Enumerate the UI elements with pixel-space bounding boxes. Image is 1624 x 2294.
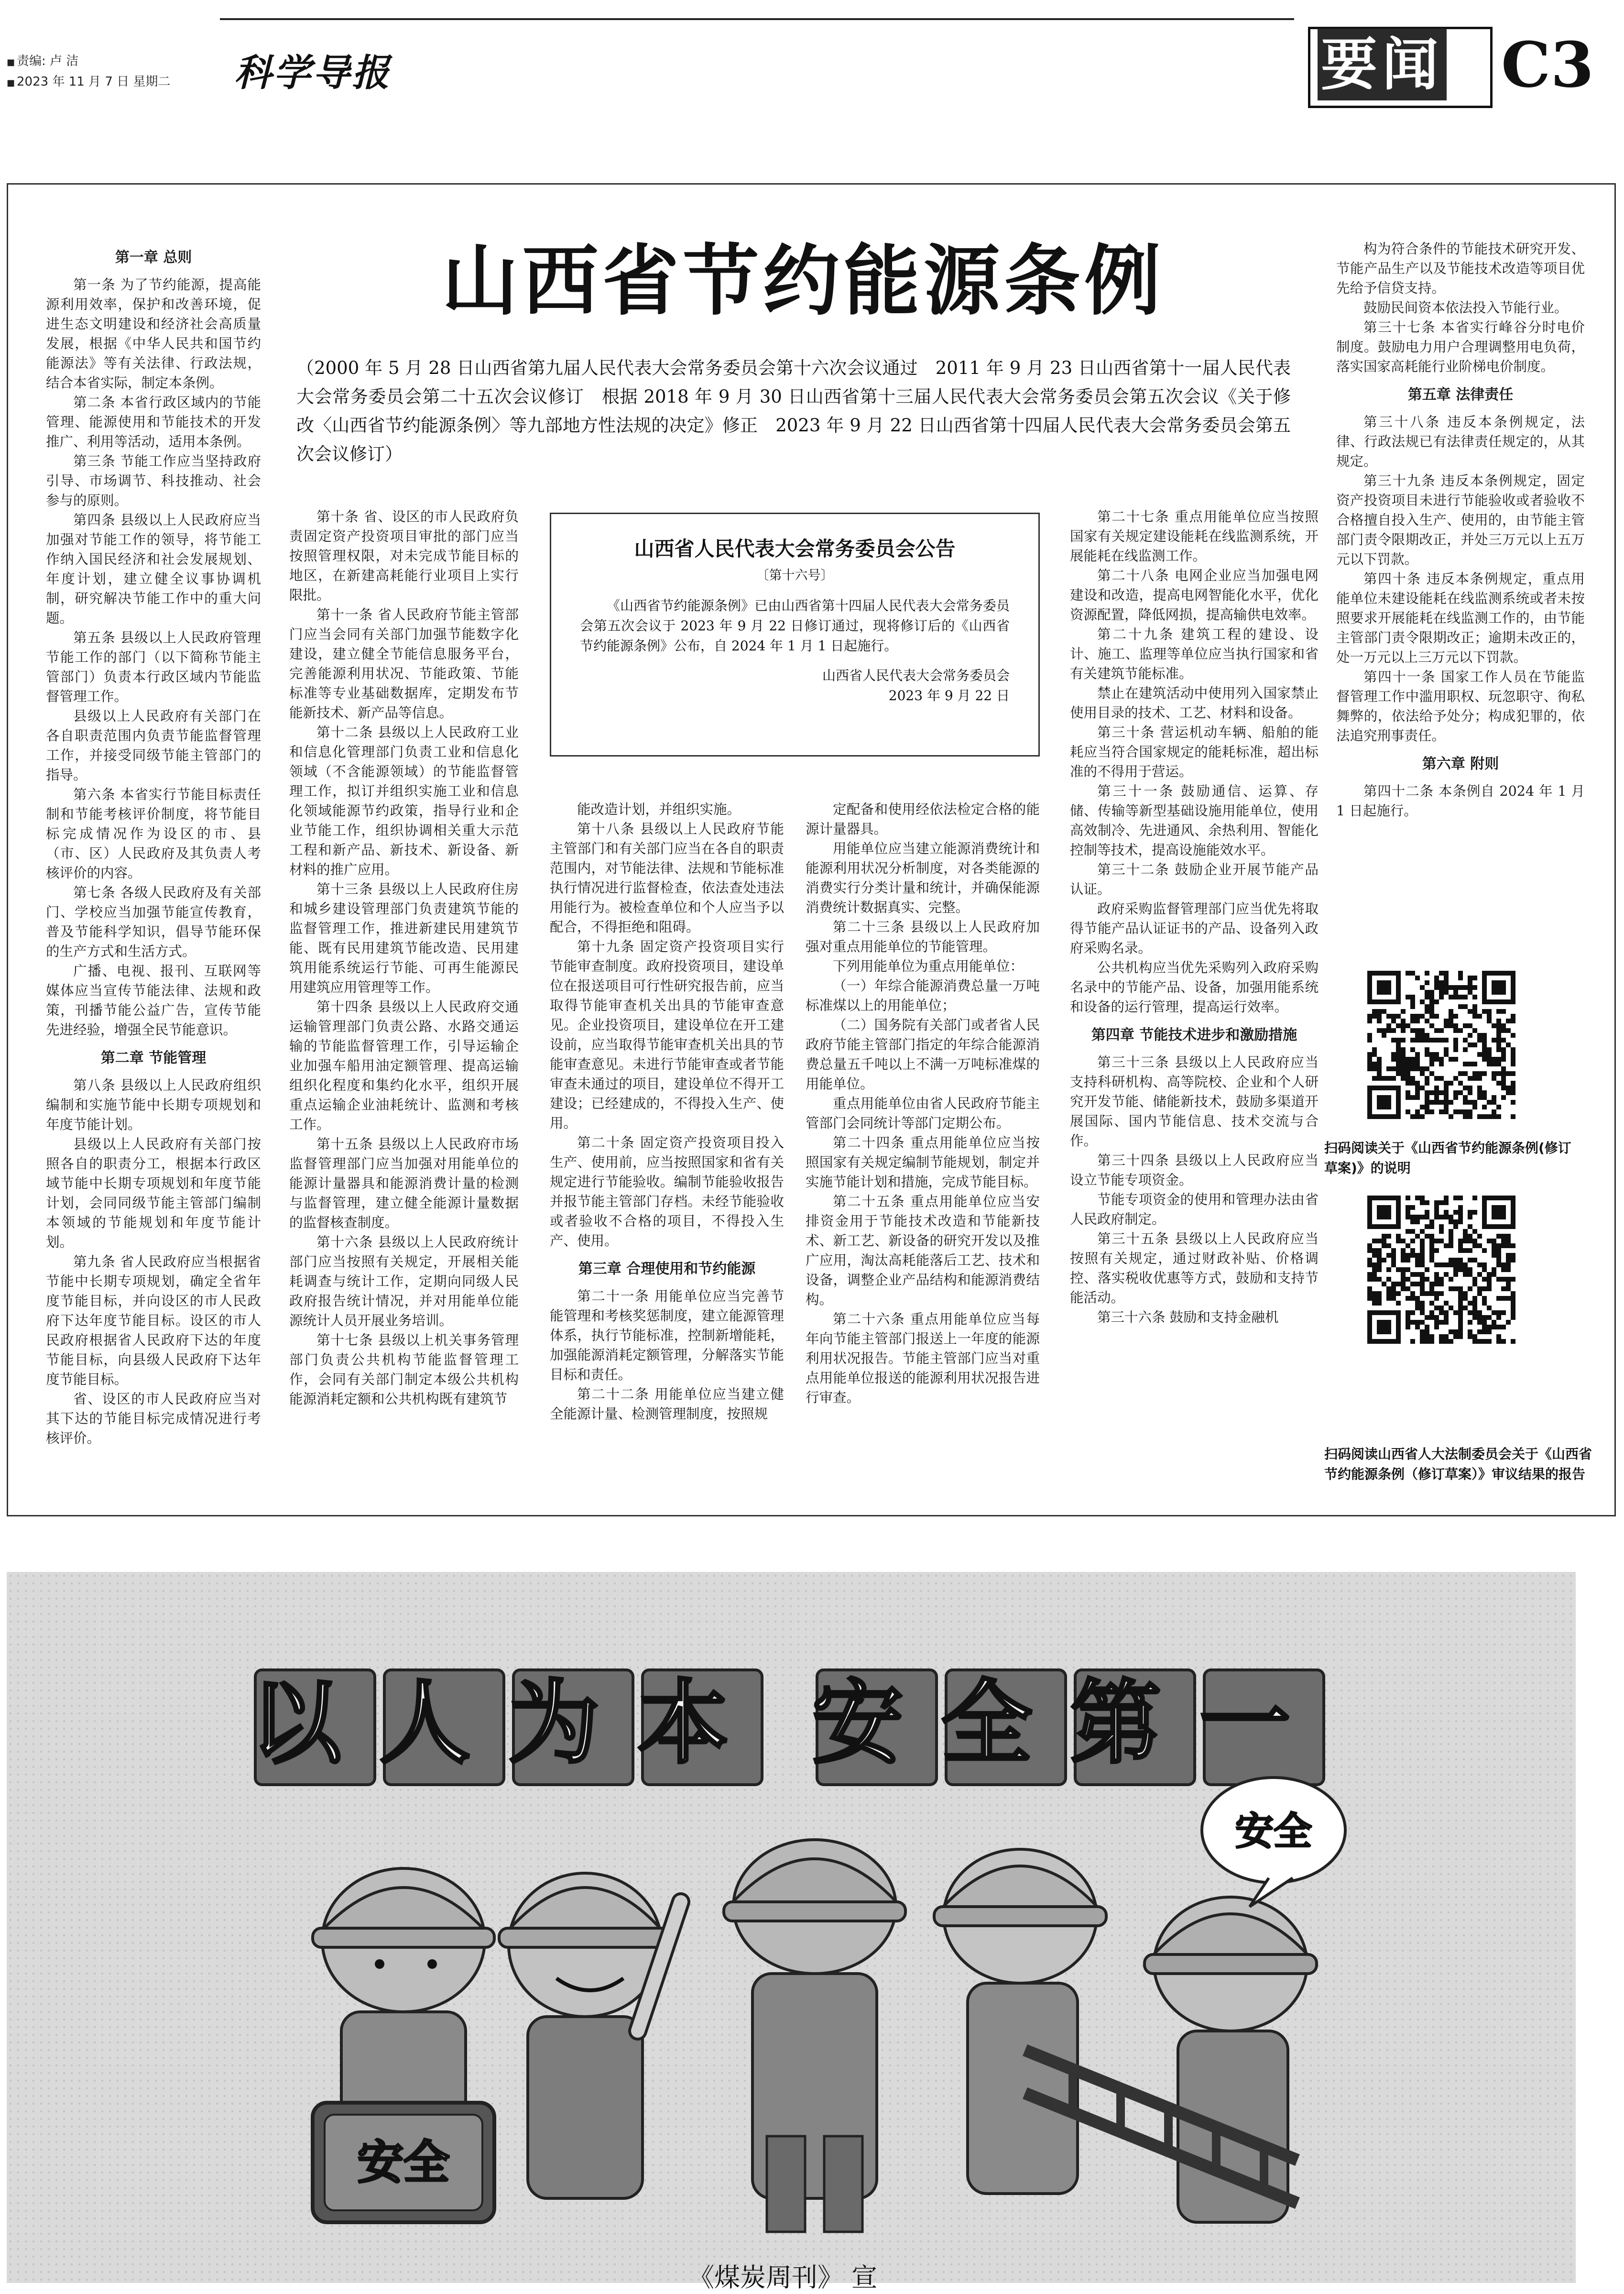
- article-paragraph: 第二十四条 重点用能单位应当按照国家有关规定编制节能规划，制定并实施节能计划和措施，完成节能目标。: [806, 1135, 1040, 1190]
- text-column-2: [289, 507, 519, 1409]
- article-title: 山西省节约能源条例: [441, 236, 1165, 326]
- chapter-heading: 第二章 节能管理: [100, 1050, 207, 1066]
- article-paragraph: 用能单位应当建立能源消费统计和能源利用状况分析制度，对各类能源的消费实行分类计量和统计，并确保能源消费统计数据真实、完整。: [806, 841, 1040, 915]
- text-column-6: [1336, 239, 1585, 821]
- article-paragraph: 第十五条 县级以上人民政府市场监督管理部门应当加强对用能单位的能源计量器具和能源消费计量的检测与监督管理，建立健全能源计量数据的监督核查制度。: [289, 1136, 519, 1230]
- article-paragraph: 第六条 本省实行节能目标责任制和节能考核评价制度，将节能目标完成情况作为设区的市、县（市、区）人民政府及其负责人考核评价的内容。: [46, 787, 261, 881]
- poster-credit: 《煤炭周刊》 宣: [688, 2262, 878, 2293]
- article-paragraph: 第三条 节能工作应当坚持政府引导、市场调节、科技推动、社会参与的原则。: [46, 453, 261, 508]
- editor-line: ■ 责编: 卢 洁: [7, 52, 170, 72]
- qr-caption-review-report: 扫码阅读山西省人大法制委员会关于《山西省节约能源条例（修订草案）》审议结果的报告: [1324, 1446, 1592, 1482]
- article-paragraph: 公共机构应当优先采购列入政府采购名录中的节能产品、设备，加强用能系统和设备的运行管理，提高运行效率。: [1070, 960, 1319, 1015]
- article-paragraph: （二）国务院有关部门或者省人民政府节能主管部门指定的年综合能源消费总量五千吨以上不满一万吨标准煤的用能单位。: [806, 1017, 1040, 1092]
- article-paragraph: 政府采购监督管理部门应当优先将取得节能产品认证证书的产品、设备列入政府采购名录。: [1070, 901, 1319, 956]
- article-paragraph: 第二十五条 重点用能单位应当安排资金用于节能技术改造和节能新技术、新工艺、新设备的研究开发以及推广应用，淘汰高耗能落后工艺、技术和设备，调整企业产品结构和能源消费结构。: [806, 1194, 1040, 1307]
- article-subtitle: （2000 年 5 月 28 日山西省第九届人民代表大会常务委员会第十六次会议通过 2011 年 9 月 23 日山西省第十一届人民代表大会常务委员会第二十五次会议修订 根据 2018 年 9 月 30 日山西省第十三届人民代表大会常务委员会第五次会议《关于修改〈山西省节约能源条例〉等九部地方性法规的决定》修正 2023 年 9 月 22 日山西省第十四届人民代表大会常务委员会第五次会议修订）: [296, 358, 1291, 464]
- text-column-4: [806, 800, 1040, 1407]
- article-paragraph: 第二十二条 用能单位应当建立健全能源计量、检测管理制度，按照规: [550, 1386, 784, 1422]
- page-number: C3: [1501, 28, 1594, 101]
- article-paragraph: 第五条 县级以上人民政府管理节能工作的部门（以下简称节能主管部门）负责本行政区域内节能监督管理工作。: [46, 630, 261, 704]
- qr-code-review-report[interactable]: [1367, 1196, 1515, 1344]
- article-paragraph: 第三十七条 本省实行峰谷分时电价制度。鼓励电力用户合理调整用电负荷，落实国家高耗能行业阶梯电价制度。: [1336, 319, 1585, 374]
- article-paragraph: 第九条 省人民政府应当根据省节能中长期专项规划，确定全省年度节能目标，并向设区的市人民政府下达年度节能目标。设区的市人民政府根据省人民政府下达的年度节能目标，向县级人民政府下达年度节能目标。: [46, 1254, 261, 1387]
- announcement-number: 〔第十六号〕: [756, 568, 834, 583]
- article-paragraph: 县级以上人民政府有关部门在各自职责范围内负责节能监督管理工作，并接受同级节能主管部门的指导。: [46, 708, 261, 783]
- header-meta: [7, 52, 170, 93]
- worker-3: [724, 1840, 905, 2232]
- article-paragraph: 第十七条 县级以上机关事务管理部门负责公共机构节能监督管理工作，会同有关部门制定本级公共机构能源消耗定额和公共机构既有建筑节: [289, 1332, 519, 1407]
- announcement-signer: 山西省人民代表大会常务委员会: [822, 668, 1010, 683]
- article-paragraph: 第三十一条 鼓励通信、运算、存储、传输等新型基础设施用能单位，使用高效制冷、先进通风、余热利用、智能化控制等技术，提高设施能效水平。: [1070, 783, 1319, 858]
- article-paragraph: 第一条 为了节约能源，提高能源利用效率，保护和改善环境，促进生态文明建设和经济社会高质量发展，根据《中华人民共和国节约能源法》等有关法律、行政法规，结合本省实际，制定本条例。: [46, 277, 261, 391]
- article-paragraph: 第十九条 固定资产投资项目实行节能审查制度。政府投资项目，建设单位在报送项目可行性研究报告前，应当取得节能审查机关出具的节能审查意见。企业投资项目，建设单位在开工建设前，应当取得节能审查机关出具的节能审查意见。未进行节能审查或者节能审查未通过的项目，建设单位不得开工建设；已经建成的，不得投入生产、使用。: [550, 939, 784, 1131]
- article-paragraph: 第十六条 县级以上人民政府统计部门应当按照有关规定，开展相关能耗调查与统计工作，定期向同级人民政府报告统计情况，并对用能单位能源统计人员开展业务培训。: [289, 1234, 519, 1328]
- header-rule: [220, 18, 1294, 20]
- article-paragraph: 第二十三条 县级以上人民政府加强对重点用能单位的节能管理。: [806, 919, 1040, 955]
- text-column-5: [1070, 507, 1319, 1327]
- article-paragraph: 第四十一条 国家工作人员在节能监督管理工作中滥用职权、玩忽职守、徇私舞弊的，依法给予处分；构成犯罪的，依法追究刑事责任。: [1336, 669, 1585, 744]
- article-paragraph: 第十条 省、设区的市人民政府负责固定资产投资项目审批的部门应当按照管理权限，对未完成节能目标的地区，在新建高耗能行业项目上实行限批。: [289, 509, 519, 603]
- poster-illustration: [7, 1572, 1576, 2283]
- article-paragraph: 第三十条 营运机动车辆、船舶的能耗应当符合国家规定的能耗标准，超出标准的不得用于营运。: [1070, 724, 1319, 779]
- chapter-heading: 第四章 节能技术进步和激励措施: [1091, 1027, 1297, 1043]
- speech-bubble-text: 安全: [1235, 1809, 1312, 1854]
- article-paragraph: 第二十八条 电网企业应当加强电网建设和改造，提高电网智能化水平，优化资源配置，降低网损，提高输供电效率。: [1070, 568, 1319, 623]
- article-paragraph: 重点用能单位由省人民政府节能主管部门会同统计等部门定期公布。: [806, 1096, 1040, 1131]
- article-paragraph: 节能专项资金的使用和管理办法由省人民政府制定。: [1070, 1192, 1319, 1227]
- article-paragraph: 第三十九条 违反本条例规定，固定资产投资项目未进行节能验收或者验收不合格擅自投入生产、使用的，由节能主管部门责令限期改正，并处三万元以上五万元以下罚款。: [1336, 473, 1585, 567]
- chapter-heading: 第一章 总则: [115, 249, 192, 266]
- text-column-3: [550, 800, 784, 1424]
- article-paragraph: 第十四条 县级以上人民政府交通运输管理部门负责公路、水路交通运输的节能监督管理工作，引导运输企业加强车船用油定额管理、提高运输组织化程度和集约化水平，组织开展重点运输企业油耗统计、监测和考核工作。: [289, 999, 519, 1132]
- announcement-box: [550, 513, 1040, 757]
- article-paragraph: （一）年综合能源消费总量一万吨标准煤以上的用能单位；: [806, 978, 1040, 1013]
- announcement-body: 《山西省节约能源条例》已由山西省第十四届人民代表大会常务委员会第五次会议于 2023 年 9 月 22 日修订通过，现将修订后的《山西省节约能源条例》公布，自 2024 年 1 月 1 日起施行。: [580, 598, 1010, 654]
- article-paragraph: 第三十八条 违反本条例规定，法律、行政法规已有法律责任规定的，从其规定。: [1336, 414, 1585, 469]
- article-paragraph: 第二条 本省行政区域内的节能管理、能源使用和节能技术的开发推广、利用等活动，适用本条例。: [46, 395, 261, 450]
- article-paragraph: 第三十四条 县级以上人民政府应当设立节能专项资金。: [1070, 1152, 1319, 1188]
- article-paragraph: 能改造计划，并组织实施。: [577, 801, 741, 817]
- article-paragraph: 第四十条 违反本条例规定，重点用能单位未建设能耗在线监测系统或者未按照要求开展能耗在线监测工作的，由节能主管部门责令限期改正；逾期未改正的，处一万元以上三万元以下罚款。: [1336, 571, 1585, 665]
- slogan-right: 安全第一: [812, 1670, 1329, 1776]
- article-paragraph: 第二十一条 用能单位应当完善节能管理和考核奖惩制度，建立能源管理体系，执行节能标准，控制新增能耗，加强能源消耗定额管理，分解落实节能目标和责任。: [550, 1288, 784, 1383]
- safety-sign-text: 安全: [358, 2136, 449, 2189]
- article-paragraph: 下列用能单位为重点用能单位：: [833, 958, 1024, 974]
- article-paragraph: 省、设区的市人民政府应当对其下达的节能目标完成情况进行考核评价。: [46, 1391, 261, 1446]
- article-paragraph: 定配备和使用经依法检定合格的能源计量器具。: [806, 801, 1040, 837]
- article-paragraph: 第三十五条 县级以上人民政府应当按照有关规定，通过财政补贴、价格调控、落实税收优惠等方式，鼓励和支持节能活动。: [1070, 1231, 1319, 1306]
- qr-code-explanation[interactable]: [1367, 971, 1515, 1119]
- chapter-heading: 第六章 附则: [1422, 756, 1499, 772]
- article-paragraph: 第四条 县级以上人民政府应当加强对节能工作的领导，将节能工作纳入国民经济和社会发展规划、年度计划，建立健全议事协调机制，研究解决节能工作中的重大问题。: [46, 512, 261, 626]
- article-paragraph: 第十八条 县级以上人民政府节能主管部门和有关部门应当在各自的职责范围内，对节能法律、法规和节能标准执行情况进行监督检查，依法查处违法用能行为。被检查单位和个人应当予以配合，不得拒绝和阻碍。: [550, 821, 784, 935]
- article-paragraph: 第二十九条 建筑工程的建设、设计、施工、监理等单位应当执行国家和省有关建筑节能标准。: [1070, 626, 1319, 681]
- article-paragraph: 广播、电视、报刊、互联网等媒体应当宣传节能法律、法规和政策，刊播节能公益广告，宣传节能先进经验，增强全民节能意识。: [46, 963, 261, 1038]
- article-paragraph: 鼓励民间资本依法投入节能行业。: [1363, 300, 1568, 316]
- article-paragraph: 禁止在建筑活动中使用列入国家禁止使用目录的技术、工艺、材料和设备。: [1070, 685, 1319, 721]
- article-paragraph: 第八条 县级以上人民政府组织编制和实施节能中长期专项规划和年度节能计划。: [46, 1077, 261, 1132]
- article-paragraph: 第二十六条 重点用能单位应当每年向节能主管部门报送上一年度的能源利用状况报告。节能主管部门应当对重点用能单位报送的能源利用状况报告进行审查。: [806, 1311, 1040, 1405]
- chapter-heading: 第三章 合理使用和节约能源: [578, 1261, 756, 1277]
- chapter-heading: 第五章 法律责任: [1407, 386, 1514, 403]
- article-paragraph: 第二十七条 重点用能单位应当按照国家有关规定建设能耗在线监测系统，开展能耗在线监测工作。: [1070, 509, 1319, 564]
- text-column-1: [46, 239, 261, 1448]
- article-paragraph: 第二十条 固定资产投资项目投入生产、使用前，应当按照国家和省有关规定进行节能验收。编制节能验收报告并报节能主管部门存档。未经节能验收或者验收不合格的项目，不得投入生产、使用。: [550, 1135, 784, 1249]
- article-paragraph: 第十一条 省人民政府节能主管部门应当会同有关部门加强节能数字化建设，建立健全节能信息服务平台，完善能源利用状况、节能政策、节能标准等专业基础数据库，定期发布节能新技术、新产品等信息。: [289, 607, 519, 721]
- announcement-date: 2023 年 9 月 22 日: [888, 688, 1010, 703]
- article-paragraph: 第三十六条 鼓励和支持金融机: [1097, 1309, 1279, 1325]
- paper-logo: 科学导报: [234, 51, 392, 95]
- article-paragraph: 第三十三条 县级以上人民政府应当支持科研机构、高等院校、企业和个人研究开发节能、储能新技术，鼓励多渠道开展国际、国内节能信息、技术交流与合作。: [1070, 1054, 1319, 1149]
- article-paragraph: 第十三条 县级以上人民政府住房和城乡建设管理部门负责建筑节能的监督管理工作，推进新建民用建筑节能、既有民用建筑节能改造、民用建筑用能系统运行节能、可再生能源民用建筑应用管理等工作。: [289, 881, 519, 995]
- article-paragraph: 构为符合条件的节能技术研究开发、节能产品生产以及节能技术改造等项目优先给予信贷支持。: [1336, 241, 1585, 296]
- safety-poster: [7, 1572, 1576, 2283]
- article-paragraph: 第四十二条 本条例自 2024 年 1 月 1 日起施行。: [1336, 783, 1585, 819]
- slogan-left: 以人为本: [250, 1670, 767, 1776]
- article-paragraph: 第七条 各级人民政府及有关部门、学校应当加强节能宣传教育，普及节能科学知识，倡导节能环保的生产方式和生活方式。: [46, 885, 261, 959]
- announcement-title: 山西省人民代表大会常务委员会公告: [634, 537, 956, 560]
- article-paragraph: 县级以上人民政府有关部门按照各自的职责分工，根据本行政区域节能中长期专项规划和年度节能计划，会同同级节能主管部门编制本领域的节能规划和年度节能计划。: [46, 1136, 261, 1250]
- article-paragraph: 第十二条 县级以上人民政府工业和信息化管理部门负责工业和信息化领域（不含能源领域）的节能监督管理工作，拟订并组织实施工业和信息化领域能源节约政策，指导行业和企业节能工作，组织协调相关重大示范工程和新产品、新技术、新设备、新材料的推广应用。: [289, 724, 519, 878]
- section-name: 要闻: [1318, 29, 1447, 100]
- qr-caption-explanation: 扫码阅读关于《山西省节约能源条例(修订草案)》的说明: [1324, 1140, 1571, 1176]
- article-paragraph: 第三十二条 鼓励企业开展节能产品认证。: [1070, 862, 1319, 897]
- date-line: ■ 2023 年 11 月 7 日 星期二: [7, 72, 170, 93]
